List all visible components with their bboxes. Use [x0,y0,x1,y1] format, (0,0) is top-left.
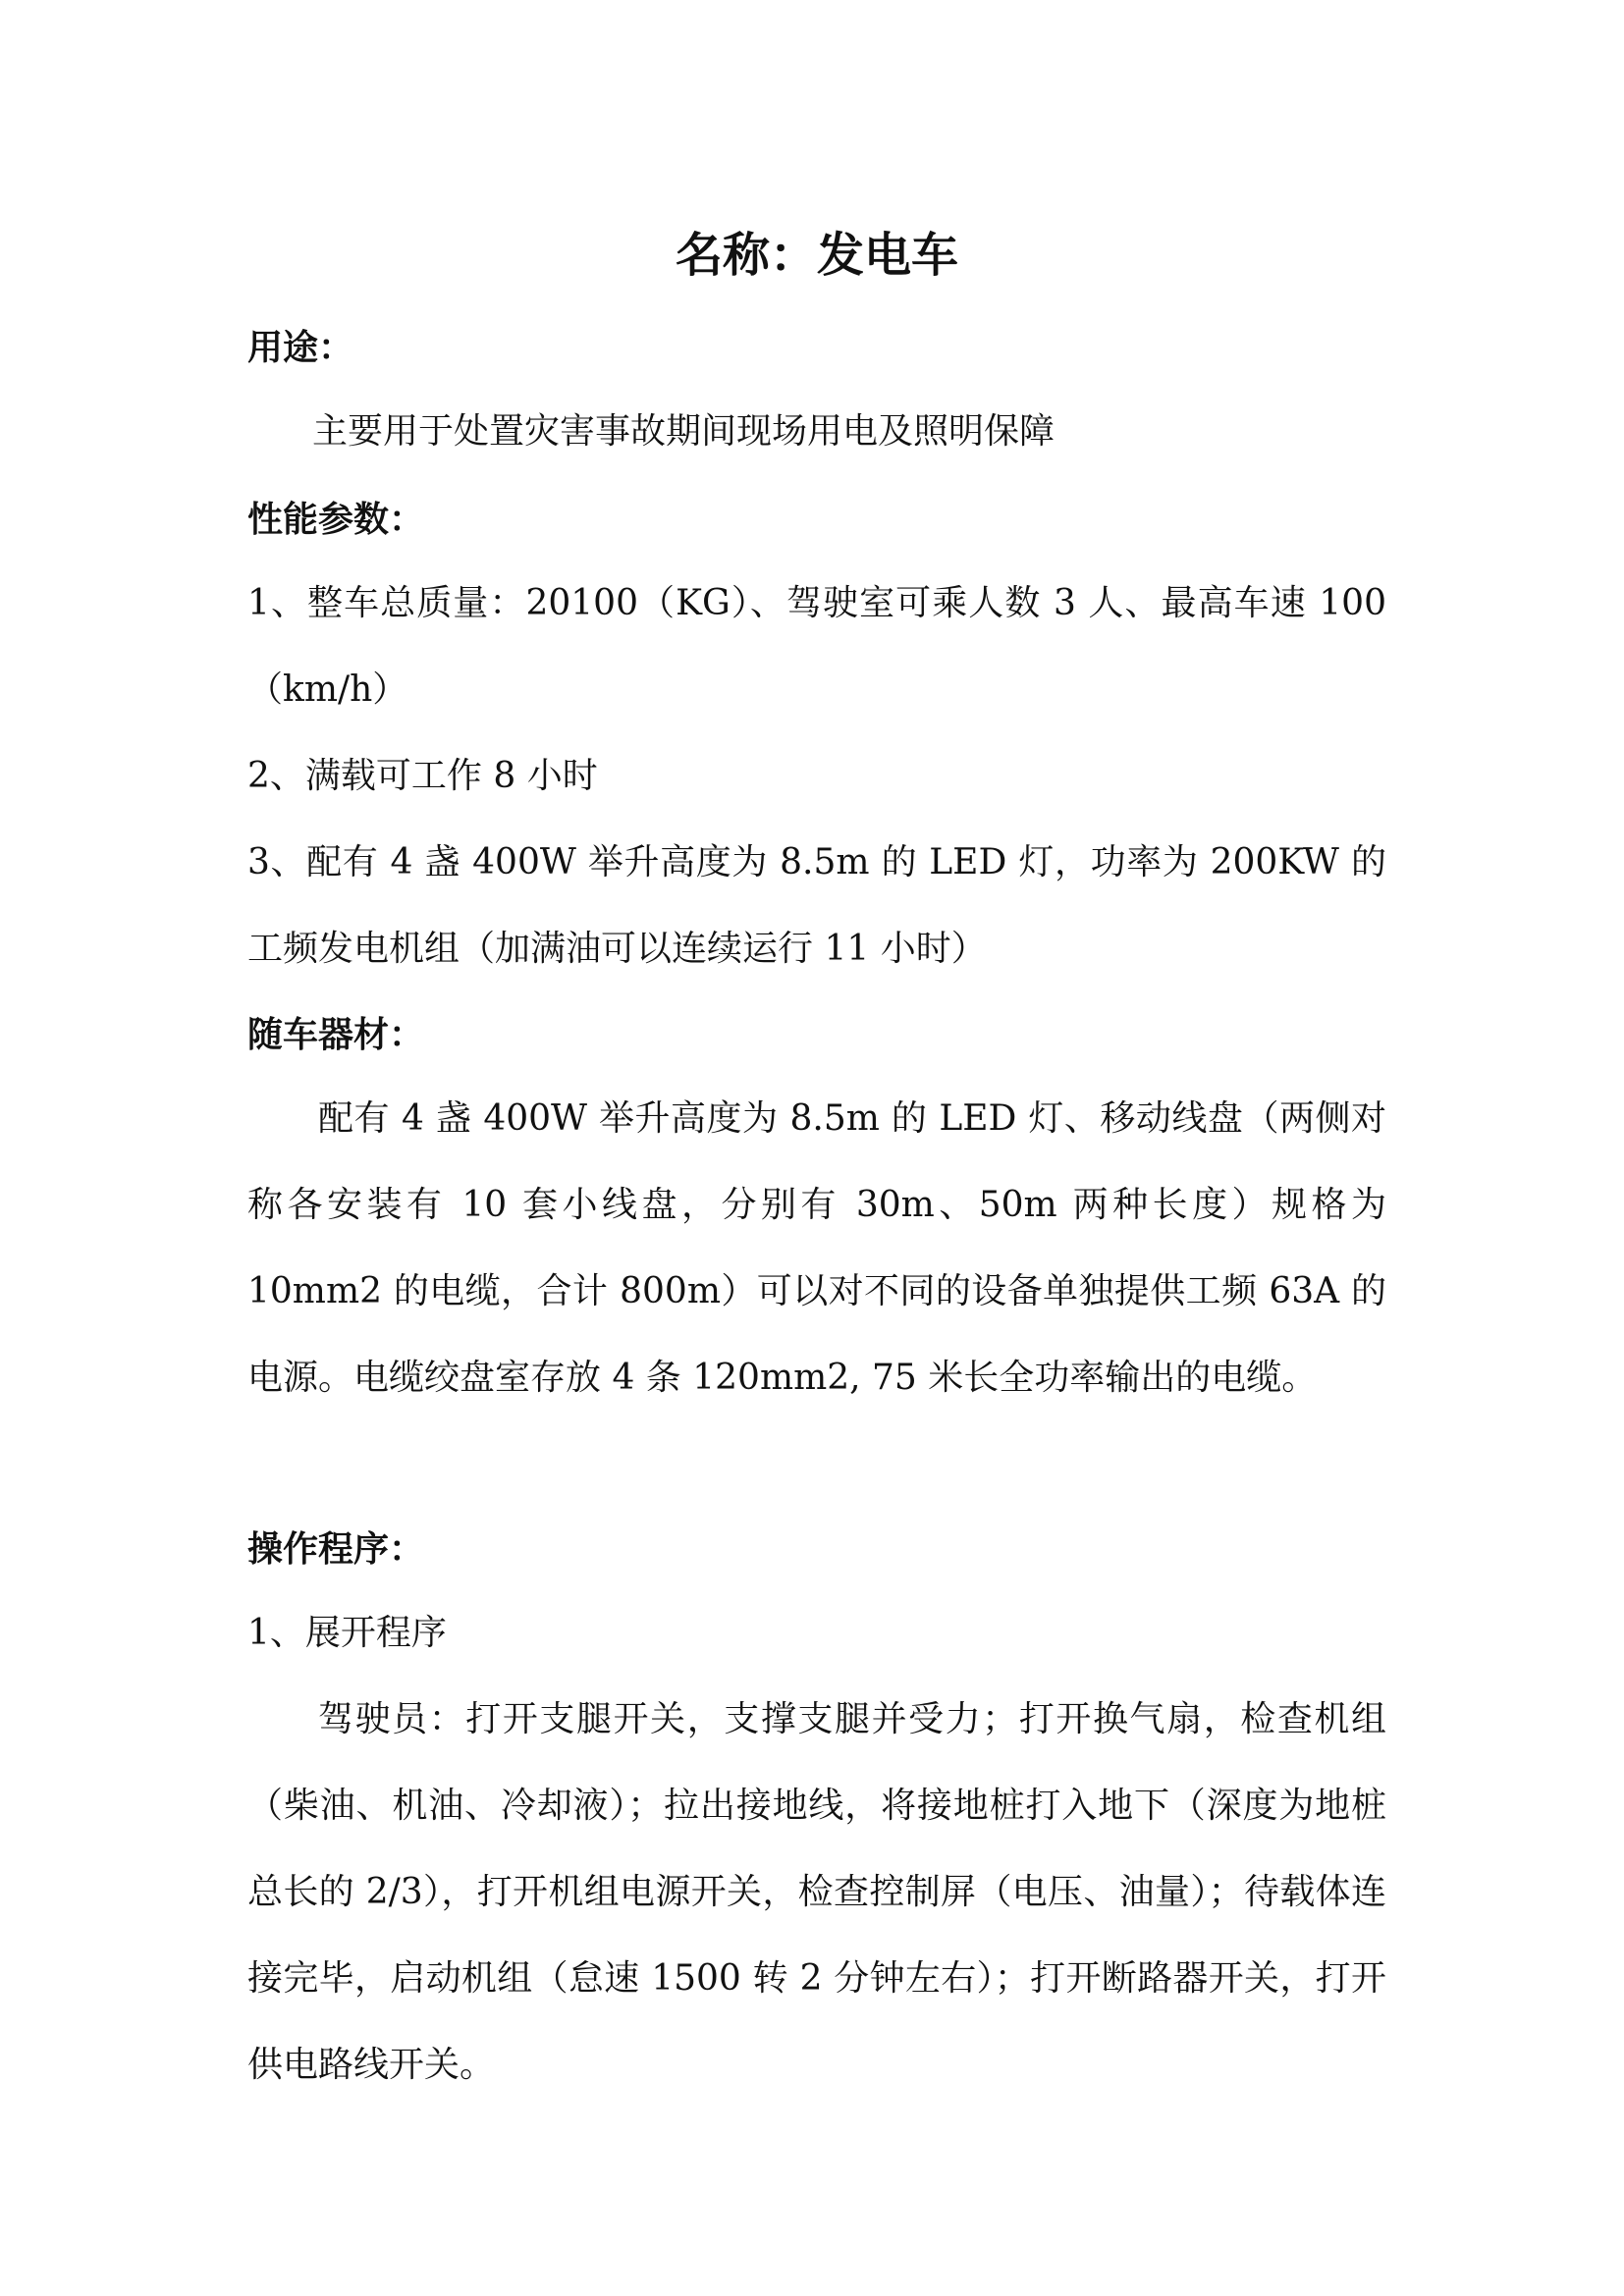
performance-item-1: 1、整车总质量：20100（KG）、驾驶室可乘人数 3 人、最高车速 100（km/h） [247,583,1386,710]
section-heading-equipment: 随车器材： [247,1015,425,1055]
procedure-step1-title: 1、展开程序 [247,1613,447,1653]
performance-item-3: 3、配有 4 盏 400W 举升高度为 8.5m 的 LED 灯，功率为 200KW 的工频发电机组（加满油可以连续运行 11 小时） [247,842,1386,969]
section-heading-procedure: 操作程序： [247,1529,425,1570]
section-heading-use: 用途： [247,328,354,368]
equipment-text: 配有 4 盏 400W 举升高度为 8.5m 的 LED 灯、移动线盘（两侧对称各安装有 10 套小线盘，分别有 30m、50m 两种长度）规格为 10mm2 的电缆，合计 800m）可以对不同的设备单独提供工频 63A 的电源。电缆绞盘室存放 4 条 120mm2, 75 米长全功率输出的电缆。 [247,1098,1386,1398]
performance-item-2: 2、满载可工作 8 小时 [247,756,598,796]
use-text: 主要用于处置灾害事故期间现场用电及照明保障 [312,411,1056,452]
procedure-step1-text: 驾驶员：打开支腿开关，支撑支腿并受力；打开换气扇，检查机组（柴油、机油、冷却液）；拉出接地线，将接地桩打入地下（深度为地桩总长的 2/3），打开机组电源开关，检查控制屏（电压、油量）；待载体连接完毕，启动机组（怠速 1500 转 2 分钟左右）；打开断路器开关，打开供电路线开关。 [247,1699,1386,2085]
document-title: 名称：发电车 [675,228,958,283]
section-heading-performance: 性能参数： [247,500,425,540]
